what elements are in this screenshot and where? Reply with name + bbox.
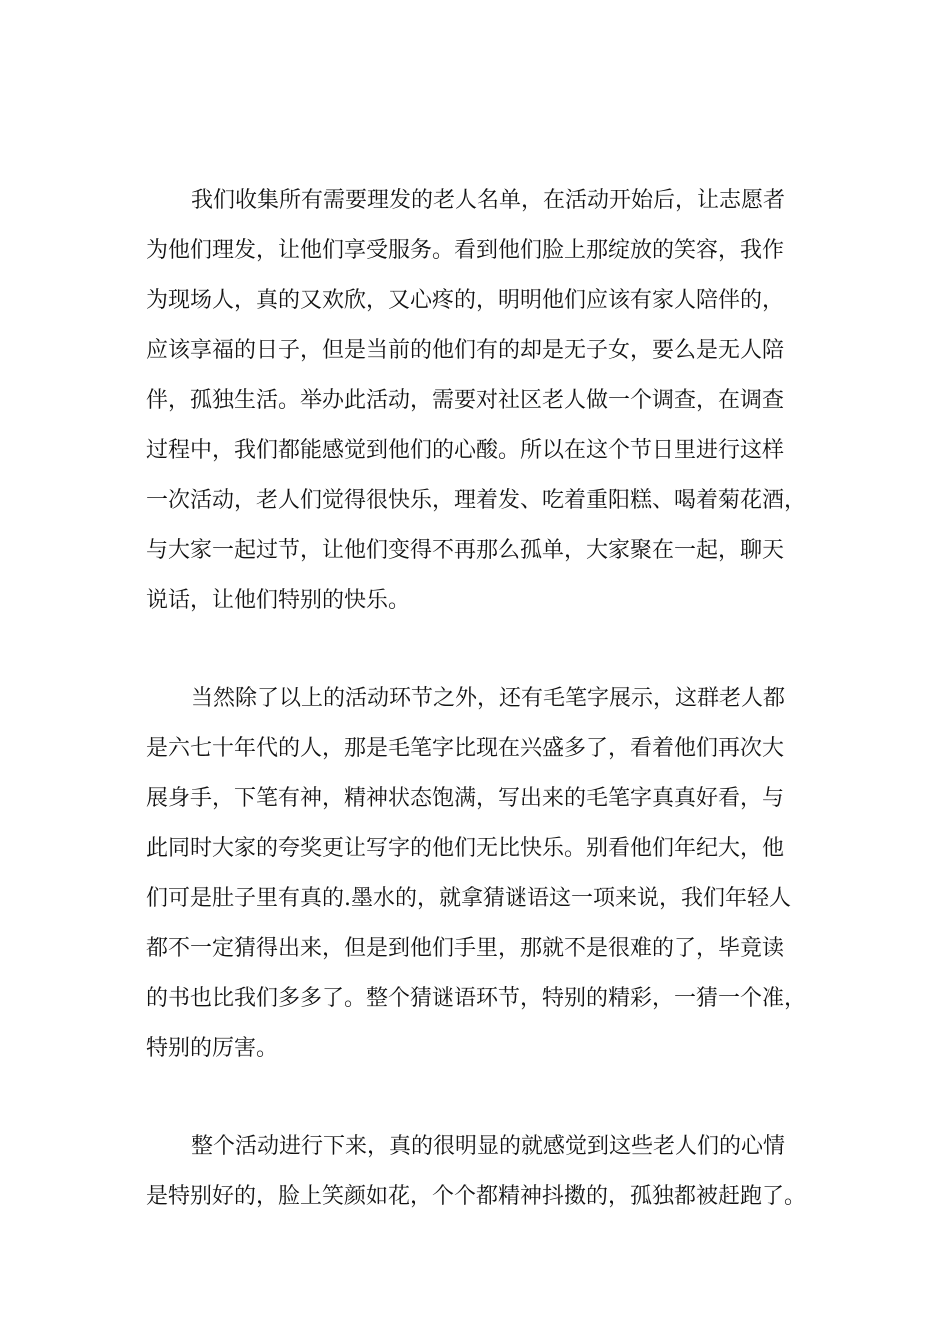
paragraph-line: 是六七十年代的人，那是毛笔字比现在兴盛多了，看着他们再次大	[146, 736, 785, 761]
paragraph-line: 过程中，我们都能感觉到他们的心酸。所以在这个节日里进行这样	[146, 438, 785, 463]
paragraph-line: 整个活动进行下来，真的很明显的就感觉到这些老人们的心情	[191, 1134, 786, 1159]
paragraph-line: 特别的厉害。	[146, 1036, 279, 1061]
paragraph-line: 一次活动，老人们觉得很快乐，理着发、吃着重阳糕、喝着菊花酒，	[146, 488, 807, 513]
paragraph-line: 我们收集所有需要理发的老人名单，在活动开始后，让志愿者	[191, 188, 786, 213]
paragraph-line: 都不一定猜得出来，但是到他们手里，那就不是很难的了，毕竟读	[146, 936, 785, 961]
paragraph-3	[146, 1122, 826, 1222]
paragraph-1	[146, 176, 826, 626]
paragraph-line: 此同时大家的夸奖更让写字的他们无比快乐。别看他们年纪大，他	[146, 836, 785, 861]
paragraph-line: 当然除了以上的活动环节之外，还有毛笔字展示，这群老人都	[191, 686, 786, 711]
paragraph-2	[146, 674, 826, 1074]
paragraph-line: 们可是肚子里有真的.墨水的，就拿猜谜语这一项来说，我们年轻人	[146, 886, 791, 911]
paragraph-line: 为他们理发，让他们享受服务。看到他们脸上那绽放的笑容，我作	[146, 238, 785, 263]
paragraph-line: 说话，让他们特别的快乐。	[146, 588, 411, 613]
paragraph-line: 与大家一起过节，让他们变得不再那么孤单，大家聚在一起，聊天	[146, 538, 785, 563]
paragraph-line: 为现场人，真的又欢欣，又心疼的，明明他们应该有家人陪伴的，	[146, 288, 785, 313]
paragraph-line: 应该享福的日子，但是当前的他们有的却是无子女，要么是无人陪	[146, 338, 785, 363]
paragraph-line: 的书也比我们多多了。整个猜谜语环节，特别的精彩，一猜一个准，	[146, 986, 807, 1011]
paragraph-line: 是特别好的，脸上笑颜如花，个个都精神抖擞的，孤独都被赶跑了。	[146, 1184, 807, 1209]
paragraph-line: 伴，孤独生活。举办此活动，需要对社区老人做一个调查，在调查	[146, 388, 785, 413]
paragraph-line: 展身手，下笔有神，精神状态饱满，写出来的毛笔字真真好看，与	[146, 786, 785, 811]
